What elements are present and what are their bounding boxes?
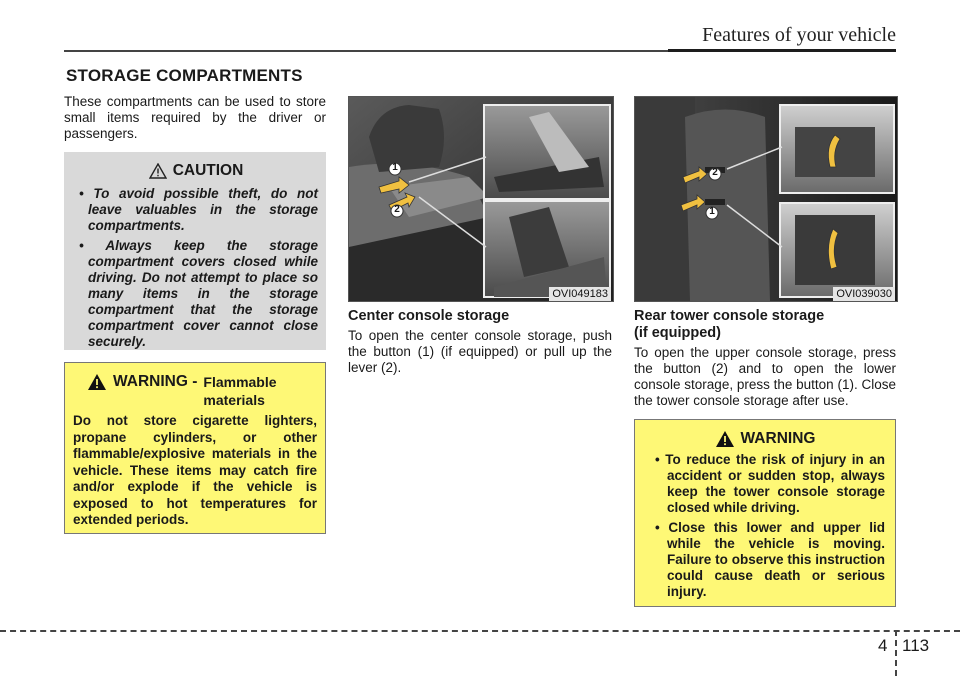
chapter-number: 4 xyxy=(878,636,888,655)
warning-triangle-icon xyxy=(715,430,735,448)
center-console-photo xyxy=(348,96,614,302)
warning-rear-item: • Close this lower and upper lid while the vehicle is moving. Failure to observe this instruction could cause death or serious injury. xyxy=(655,520,885,599)
footer-rule xyxy=(0,630,960,632)
caution-item: • Always keep the storage compartment covers closed while driving. Do not attempt to place so many items in the storage compartment that the storage compartment cover cannot close securely. xyxy=(79,238,318,349)
callout-1: 1 xyxy=(709,206,715,217)
center-console-text: To open the center console storage, push the button (1) (if equipped) or pull up the lever (2). xyxy=(348,328,612,375)
rear-console-heading: Rear tower console storage (if equipped) xyxy=(634,308,825,341)
page-number: 113 xyxy=(902,636,930,655)
rear-console-text: To open the upper console storage, press the button (2) and to open the lower console storage, press the button (1). Close the tower console storage after use. xyxy=(634,345,896,408)
warning-rear-box xyxy=(634,419,896,607)
image-code: OVI049183 xyxy=(549,287,611,301)
header-rule-accent xyxy=(668,49,896,52)
warning-flammable-box xyxy=(64,362,326,534)
caution-list xyxy=(74,186,318,350)
image-code: OVI039030 xyxy=(833,287,895,301)
caution-box xyxy=(64,152,326,350)
warning-flammable-title: WARNING - xyxy=(113,373,198,390)
center-console-illustration xyxy=(349,97,613,301)
callout-2: 2 xyxy=(712,167,718,178)
footer-divider xyxy=(895,630,897,676)
warning-flammable-subtitle: Flammable materials xyxy=(203,374,277,408)
callout-2: 2 xyxy=(394,204,400,215)
rear-console-photo xyxy=(634,96,898,302)
warning-rear-list xyxy=(645,452,885,600)
running-header: Features of your vehicle xyxy=(702,24,896,46)
center-console-heading: Center console storage xyxy=(348,308,510,324)
rear-console-illustration xyxy=(635,97,897,301)
warning-rear-title: WARNING xyxy=(740,430,816,447)
caution-triangle-icon xyxy=(149,163,167,179)
caution-item: • To avoid possible theft, do not leave valuables in the storage compartments. xyxy=(79,186,318,233)
callout-1: 1 xyxy=(392,162,398,173)
section-title: STORAGE COMPARTMENTS xyxy=(66,66,303,85)
caution-title: CAUTION xyxy=(172,162,244,179)
warning-triangle-icon xyxy=(87,373,107,391)
warning-rear-item: • To reduce the risk of injury in an accident or sudden stop, always keep the tower console storage closed while driving. xyxy=(655,452,885,515)
warning-flammable-text: Do not store cigarette lighters, propane cylinders, or other flammable/explosive materials in the vehicle. These items may catch fire and/or explode if the vehicle is exposed to hot temperatures for extended periods. xyxy=(73,413,317,527)
intro-paragraph: These compartments can be used to store small items required by the driver or passengers. xyxy=(64,94,326,141)
